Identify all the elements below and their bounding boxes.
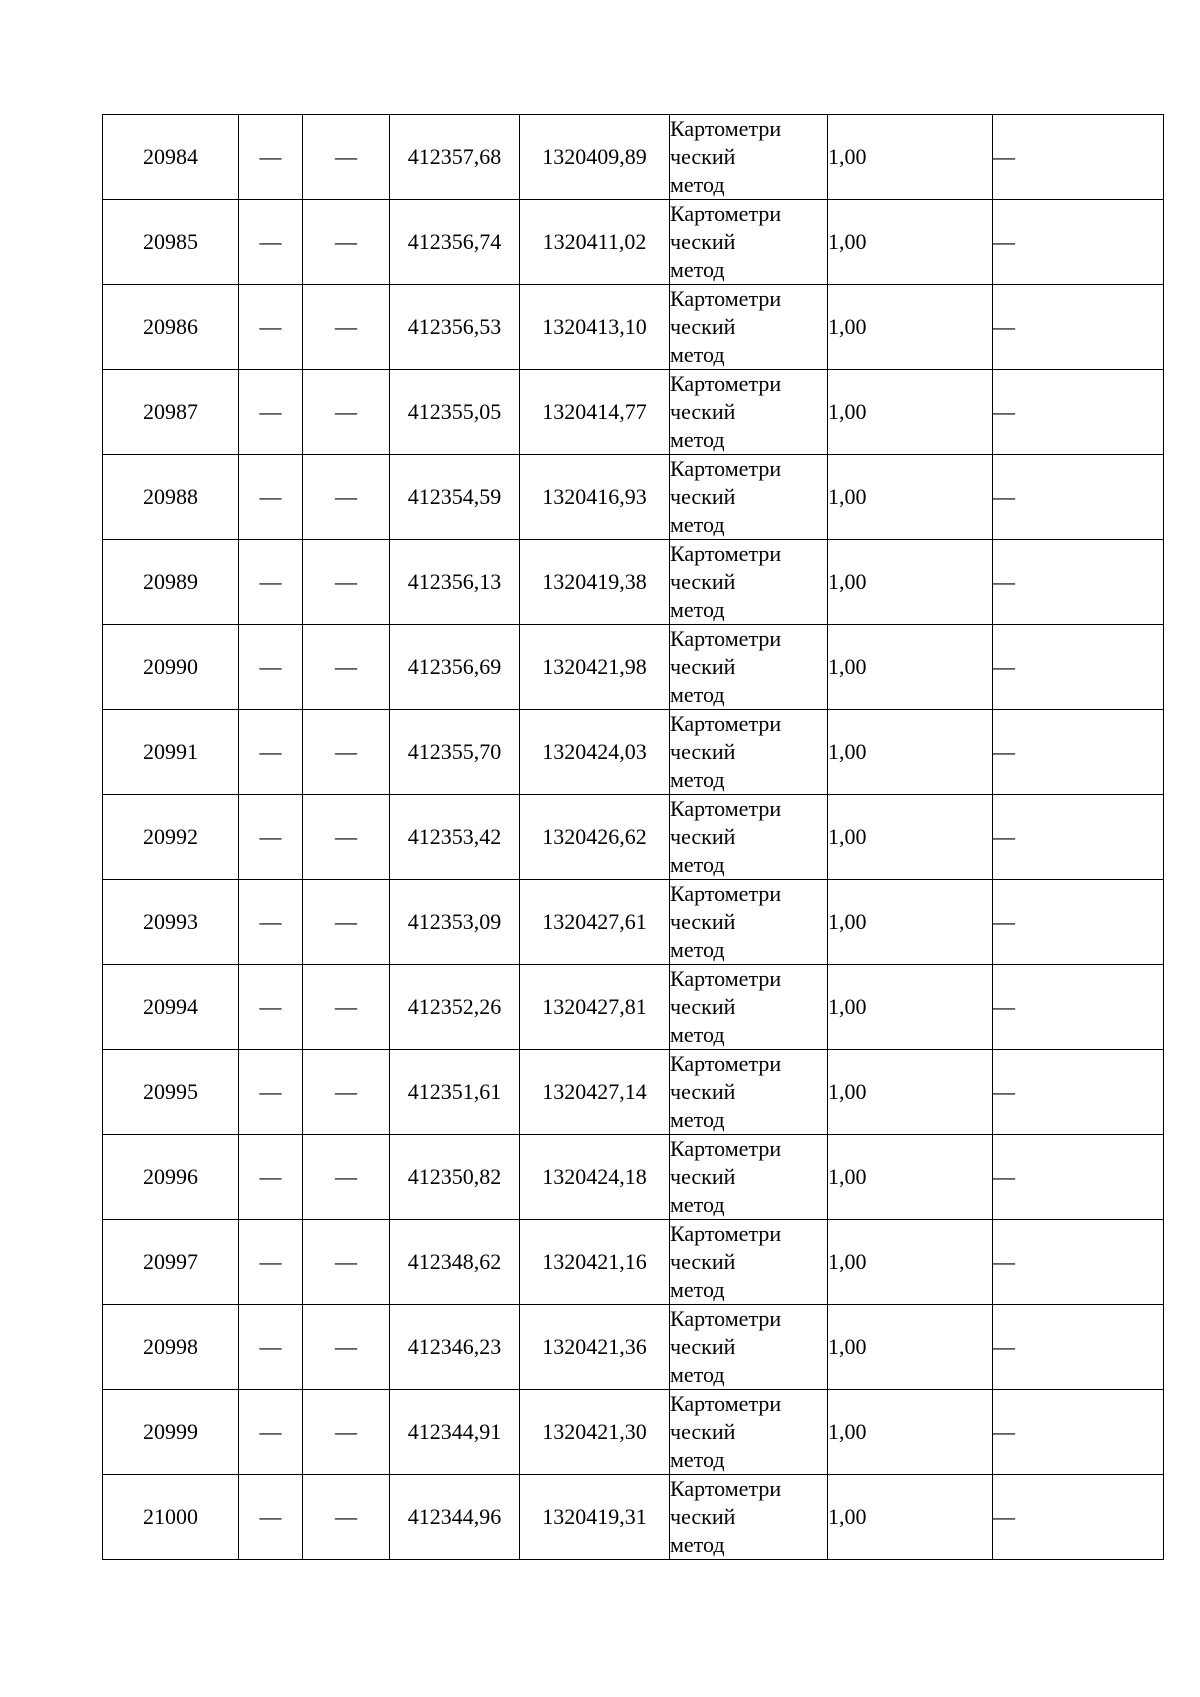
x-coordinate-cell: 412353,09 — [390, 880, 520, 965]
empty-dash-cell: — — [239, 1305, 303, 1390]
point-number-cell: 20996 — [103, 1135, 239, 1220]
method-text-line: ческий — [670, 994, 736, 1019]
method-cell — [670, 1475, 828, 1560]
empty-dash-cell: — — [239, 200, 303, 285]
table-row — [103, 965, 1164, 1050]
accuracy-cell: 1,00 — [828, 1475, 993, 1560]
empty-dash-cell: — — [239, 1135, 303, 1220]
method-text-line: ческий — [670, 314, 736, 339]
point-number-cell: 20993 — [103, 880, 239, 965]
table-body — [103, 115, 1164, 1560]
empty-dash-cell: — — [303, 200, 390, 285]
empty-dash-cell: — — [303, 285, 390, 370]
empty-dash-cell: — — [993, 1305, 1164, 1390]
y-coordinate-cell: 1320414,77 — [520, 370, 670, 455]
empty-dash-cell: — — [303, 795, 390, 880]
point-number-cell: 20991 — [103, 710, 239, 795]
point-number-cell: 20989 — [103, 540, 239, 625]
empty-dash-cell: — — [239, 370, 303, 455]
empty-dash-cell: — — [993, 1390, 1164, 1475]
point-number-cell: 20984 — [103, 115, 239, 200]
method-cell — [670, 1220, 828, 1305]
accuracy-cell: 1,00 — [828, 1305, 993, 1390]
method-text-line: ческий — [670, 1419, 736, 1444]
empty-dash-cell: — — [303, 370, 390, 455]
y-coordinate-cell: 1320421,16 — [520, 1220, 670, 1305]
method-text-line: метод — [670, 1107, 725, 1132]
method-cell — [670, 200, 828, 285]
point-number-cell: 20995 — [103, 1050, 239, 1135]
empty-dash-cell: — — [239, 285, 303, 370]
empty-dash-cell: — — [993, 795, 1164, 880]
method-cell — [670, 370, 828, 455]
empty-dash-cell: — — [993, 115, 1164, 200]
empty-dash-cell: — — [993, 540, 1164, 625]
method-cell — [670, 795, 828, 880]
point-number-cell: 20990 — [103, 625, 239, 710]
table-row — [103, 1135, 1164, 1220]
method-text-line: ческий — [670, 1334, 736, 1359]
method-cell — [670, 540, 828, 625]
method-text-line: ческий — [670, 229, 736, 254]
y-coordinate-cell: 1320424,18 — [520, 1135, 670, 1220]
method-text-line: метод — [670, 682, 725, 707]
empty-dash-cell: — — [303, 1475, 390, 1560]
method-text-line: Картометри — [670, 456, 782, 481]
table-row — [103, 880, 1164, 965]
accuracy-cell: 1,00 — [828, 880, 993, 965]
method-text-line: Картометри — [670, 1306, 782, 1331]
empty-dash-cell: — — [993, 285, 1164, 370]
method-text-line: метод — [670, 427, 725, 452]
empty-dash-cell: — — [303, 1135, 390, 1220]
method-text-line: Картометри — [670, 881, 782, 906]
y-coordinate-cell: 1320427,81 — [520, 965, 670, 1050]
accuracy-cell: 1,00 — [828, 1220, 993, 1305]
method-cell — [670, 625, 828, 710]
empty-dash-cell: — — [239, 625, 303, 710]
y-coordinate-cell: 1320427,14 — [520, 1050, 670, 1135]
method-cell — [670, 880, 828, 965]
y-coordinate-cell: 1320413,10 — [520, 285, 670, 370]
empty-dash-cell: — — [239, 880, 303, 965]
x-coordinate-cell: 412353,42 — [390, 795, 520, 880]
accuracy-cell: 1,00 — [828, 1135, 993, 1220]
method-text-line: ческий — [670, 569, 736, 594]
method-cell — [670, 455, 828, 540]
empty-dash-cell: — — [239, 710, 303, 795]
x-coordinate-cell: 412350,82 — [390, 1135, 520, 1220]
method-text-line: Картометри — [670, 626, 782, 651]
x-coordinate-cell: 412355,05 — [390, 370, 520, 455]
method-text-line: Картометри — [670, 116, 782, 141]
table-row — [103, 1050, 1164, 1135]
empty-dash-cell: — — [239, 115, 303, 200]
x-coordinate-cell: 412356,53 — [390, 285, 520, 370]
empty-dash-cell: — — [239, 455, 303, 540]
accuracy-cell: 1,00 — [828, 455, 993, 540]
table-row — [103, 1220, 1164, 1305]
point-number-cell: 20985 — [103, 200, 239, 285]
method-text-line: метод — [670, 1192, 725, 1217]
empty-dash-cell: — — [239, 1390, 303, 1475]
y-coordinate-cell: 1320419,38 — [520, 540, 670, 625]
x-coordinate-cell: 412357,68 — [390, 115, 520, 200]
point-number-cell: 20998 — [103, 1305, 239, 1390]
empty-dash-cell: — — [303, 965, 390, 1050]
method-text-line: Картометри — [670, 201, 782, 226]
empty-dash-cell: — — [303, 1050, 390, 1135]
point-number-cell: 21000 — [103, 1475, 239, 1560]
accuracy-cell: 1,00 — [828, 710, 993, 795]
x-coordinate-cell: 412351,61 — [390, 1050, 520, 1135]
empty-dash-cell: — — [239, 965, 303, 1050]
method-text-line: метод — [670, 1022, 725, 1047]
empty-dash-cell: — — [303, 540, 390, 625]
x-coordinate-cell: 412356,69 — [390, 625, 520, 710]
table-row — [103, 710, 1164, 795]
empty-dash-cell: — — [303, 710, 390, 795]
empty-dash-cell: — — [239, 795, 303, 880]
point-number-cell: 20992 — [103, 795, 239, 880]
method-text-line: метод — [670, 1532, 725, 1557]
x-coordinate-cell: 412344,96 — [390, 1475, 520, 1560]
method-text-line: Картометри — [670, 286, 782, 311]
x-coordinate-cell: 412356,74 — [390, 200, 520, 285]
method-cell — [670, 1390, 828, 1475]
point-number-cell: 20997 — [103, 1220, 239, 1305]
method-text-line: метод — [670, 512, 725, 537]
method-text-line: Картометри — [670, 1136, 782, 1161]
method-cell — [670, 1305, 828, 1390]
coordinates-table — [102, 114, 1164, 1560]
method-text-line: Картометри — [670, 796, 782, 821]
method-text-line: ческий — [670, 1079, 736, 1104]
empty-dash-cell: — — [993, 1475, 1164, 1560]
x-coordinate-cell: 412346,23 — [390, 1305, 520, 1390]
accuracy-cell: 1,00 — [828, 285, 993, 370]
method-text-line: Картометри — [670, 966, 782, 991]
empty-dash-cell: — — [993, 625, 1164, 710]
method-text-line: Картометри — [670, 1051, 782, 1076]
point-number-cell: 20987 — [103, 370, 239, 455]
method-text-line: метод — [670, 767, 725, 792]
point-number-cell: 20988 — [103, 455, 239, 540]
method-text-line: Картометри — [670, 1221, 782, 1246]
empty-dash-cell: — — [993, 880, 1164, 965]
y-coordinate-cell: 1320419,31 — [520, 1475, 670, 1560]
accuracy-cell: 1,00 — [828, 200, 993, 285]
method-text-line: метод — [670, 937, 725, 962]
accuracy-cell: 1,00 — [828, 1390, 993, 1475]
method-cell — [670, 965, 828, 1050]
method-text-line: Картометри — [670, 371, 782, 396]
empty-dash-cell: — — [303, 1305, 390, 1390]
accuracy-cell: 1,00 — [828, 965, 993, 1050]
method-text-line: метод — [670, 1277, 725, 1302]
method-text-line: Картометри — [670, 1476, 782, 1501]
method-text-line: ческий — [670, 654, 736, 679]
y-coordinate-cell: 1320409,89 — [520, 115, 670, 200]
empty-dash-cell: — — [239, 1220, 303, 1305]
empty-dash-cell: — — [303, 455, 390, 540]
table-row — [103, 455, 1164, 540]
empty-dash-cell: — — [993, 965, 1164, 1050]
table-row — [103, 625, 1164, 710]
empty-dash-cell: — — [239, 1050, 303, 1135]
table-row — [103, 115, 1164, 200]
empty-dash-cell: — — [239, 540, 303, 625]
method-text-line: метод — [670, 342, 725, 367]
y-coordinate-cell: 1320421,30 — [520, 1390, 670, 1475]
accuracy-cell: 1,00 — [828, 795, 993, 880]
point-number-cell: 20986 — [103, 285, 239, 370]
y-coordinate-cell: 1320411,02 — [520, 200, 670, 285]
x-coordinate-cell: 412352,26 — [390, 965, 520, 1050]
y-coordinate-cell: 1320421,36 — [520, 1305, 670, 1390]
empty-dash-cell: — — [993, 200, 1164, 285]
x-coordinate-cell: 412356,13 — [390, 540, 520, 625]
method-text-line: ческий — [670, 144, 736, 169]
method-cell — [670, 285, 828, 370]
empty-dash-cell: — — [303, 625, 390, 710]
method-text-line: метод — [670, 1447, 725, 1472]
table-row — [103, 795, 1164, 880]
y-coordinate-cell: 1320427,61 — [520, 880, 670, 965]
y-coordinate-cell: 1320426,62 — [520, 795, 670, 880]
empty-dash-cell: — — [993, 455, 1164, 540]
empty-dash-cell: — — [303, 880, 390, 965]
method-text-line: ческий — [670, 824, 736, 849]
empty-dash-cell: — — [239, 1475, 303, 1560]
accuracy-cell: 1,00 — [828, 625, 993, 710]
accuracy-cell: 1,00 — [828, 115, 993, 200]
method-text-line: ческий — [670, 484, 736, 509]
x-coordinate-cell: 412348,62 — [390, 1220, 520, 1305]
method-text-line: ческий — [670, 1249, 736, 1274]
method-text-line: Картометри — [670, 1391, 782, 1416]
method-text-line: метод — [670, 597, 725, 622]
point-number-cell: 20999 — [103, 1390, 239, 1475]
method-text-line: метод — [670, 257, 725, 282]
table-row — [103, 370, 1164, 455]
empty-dash-cell: — — [993, 1135, 1164, 1220]
y-coordinate-cell: 1320424,03 — [520, 710, 670, 795]
table-row — [103, 1390, 1164, 1475]
method-text-line: ческий — [670, 1504, 736, 1529]
empty-dash-cell: — — [993, 370, 1164, 455]
method-cell — [670, 1135, 828, 1220]
empty-dash-cell: — — [303, 115, 390, 200]
method-text-line: ческий — [670, 739, 736, 764]
method-cell — [670, 115, 828, 200]
method-cell — [670, 710, 828, 795]
method-text-line: ческий — [670, 909, 736, 934]
point-number-cell: 20994 — [103, 965, 239, 1050]
method-text-line: Картометри — [670, 541, 782, 566]
method-text-line: ческий — [670, 1164, 736, 1189]
accuracy-cell: 1,00 — [828, 540, 993, 625]
method-text-line: метод — [670, 172, 725, 197]
table-row — [103, 200, 1164, 285]
method-text-line: метод — [670, 1362, 725, 1387]
empty-dash-cell: — — [303, 1220, 390, 1305]
y-coordinate-cell: 1320421,98 — [520, 625, 670, 710]
x-coordinate-cell: 412355,70 — [390, 710, 520, 795]
table-row — [103, 285, 1164, 370]
method-text-line: метод — [670, 852, 725, 877]
table-row — [103, 540, 1164, 625]
empty-dash-cell: — — [993, 1050, 1164, 1135]
empty-dash-cell: — — [993, 710, 1164, 795]
x-coordinate-cell: 412354,59 — [390, 455, 520, 540]
empty-dash-cell: — — [303, 1390, 390, 1475]
accuracy-cell: 1,00 — [828, 1050, 993, 1135]
method-cell — [670, 1050, 828, 1135]
table-row — [103, 1305, 1164, 1390]
empty-dash-cell: — — [993, 1220, 1164, 1305]
method-text-line: ческий — [670, 399, 736, 424]
y-coordinate-cell: 1320416,93 — [520, 455, 670, 540]
accuracy-cell: 1,00 — [828, 370, 993, 455]
table-row — [103, 1475, 1164, 1560]
x-coordinate-cell: 412344,91 — [390, 1390, 520, 1475]
method-text-line: Картометри — [670, 711, 782, 736]
